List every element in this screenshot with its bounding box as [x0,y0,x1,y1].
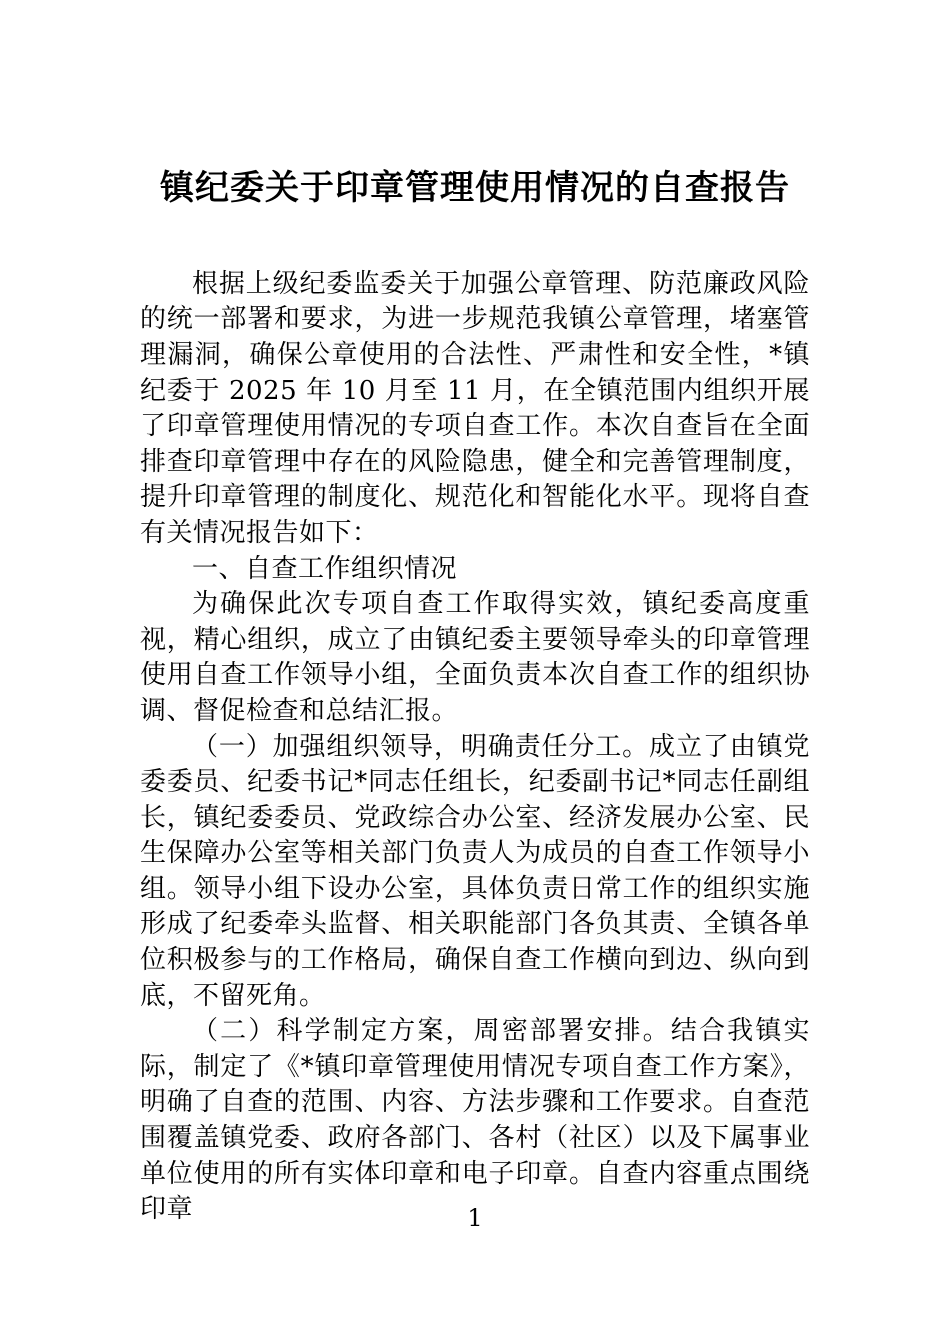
paragraph-leadership: （一）加强组织领导，明确责任分工。成立了由镇党委委员、纪委书记*同志任组长，纪委副书记*同志任副组长，镇纪委委员、党政综合办公室、经济发展办公室、民生保障办公室等相关部门负责人为成员的自查工作领导小组。领导小组下设办公室，具体负责日常工作的组织实施形成了纪委牵头监督、相关职能部门各负其责、全镇各单位积极参与的工作格局，确保自查工作横向到边、纵向到底，不留死角。 [140,731,810,1011]
document-body [140,267,810,1228]
section-heading-1: 一、自查工作组织情况 [192,553,458,584]
paragraph-intro: 根据上级纪委监委关于加强公章管理、防范廉政风险的统一部署和要求，为进一步规范我镇公章管理，堵塞管理漏洞，确保公章使用的合法性、严肃性和安全性，*镇纪委于 2025 年 10 月至 11 月，在全镇范围内组织开展了印章管理使用情况的专项自查工作。本次自查旨在全面排查印章管理中存在的风险隐患，健全和完善管理制度，提升印章管理的制度化、规范化和智能化水平。现将自查有关情况报告如下： [140,268,810,548]
page-number: 1 [467,1204,483,1232]
paragraph-organization: 为确保此次专项自查工作取得实效，镇纪委高度重视，精心组织，成立了由镇纪委主要领导牵头的印章管理使用自查工作领导小组，全面负责本次自查工作的组织协调、督促检查和总结汇报。 [140,589,810,726]
document-title: 镇纪委关于印章管理使用情况的自查报告 [160,168,790,208]
paragraph-plan: （二）科学制定方案，周密部署安排。结合我镇实际，制定了《*镇印章管理使用情况专项自查工作方案》，明确了自查的范围、内容、方法步骤和工作要求。自查范围覆盖镇党委、政府各部门、各村（社区）以及下属事业单位使用的所有实体印章和电子印章。自查内容重点围绕印章 [140,1016,810,1225]
